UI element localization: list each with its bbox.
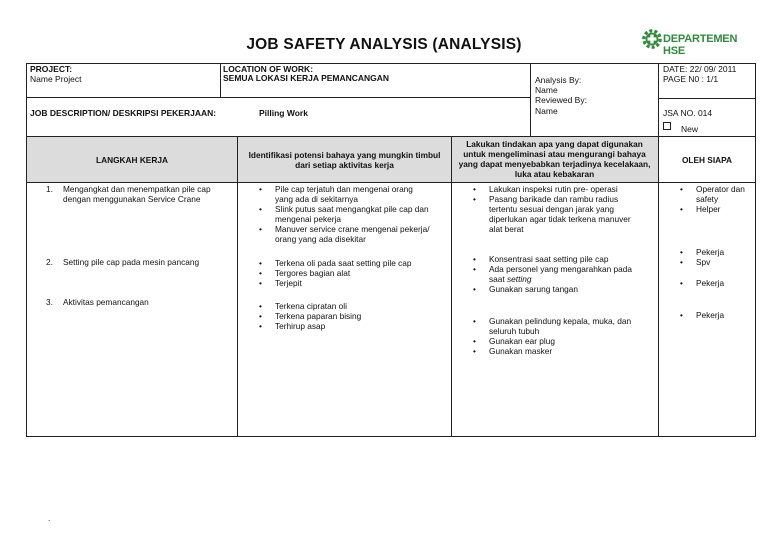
page-number: PAGE N0 : 1/1 [663,74,719,84]
new-label: New [681,124,699,134]
hazard-item: • Terhirup asap [259,321,326,331]
control-item: • Lakukan inspeksi rutin pre- operasi [473,184,618,194]
control-item: • Gunakan sarung tangan [473,284,579,294]
column-header-steps: LANGKAH KERJA [96,154,168,165]
reviewed-by-label: Reviewed By: [535,95,587,105]
hazard-item: • Tergores bagian alat [259,268,351,278]
reviewed-by-value: Name [535,106,558,116]
logo-text: DEPARTEMEN HSE [663,33,738,57]
job-description-label: JOB DESCRIPTION/ DESKRIPSI PEKERJAAN: [30,108,217,118]
control-item: • Pasang barikade dan rambu radius tertentu sesuai dengan jarak yang diperlukan agar tidak terkena manuver alat berat [473,194,631,234]
hazard-item: • Terkena paparan bising [259,311,362,321]
who-item: • Pekerja [680,247,725,257]
new-checkbox[interactable] [663,122,671,130]
who-item: • Helper [680,204,721,214]
department-logo [641,26,761,57]
step-item: 3. Aktivitas pemancangan [46,297,149,307]
who-item: • Pekerja [680,278,725,288]
hazard-item: • Terjepit [259,278,302,288]
job-description-value: Pilling Work [259,108,308,118]
who-item: • Spv [680,257,711,267]
who-item: • Operator dan safety [680,184,745,204]
steps-list [46,184,233,307]
hazard-item: • Terkena oli pada saat setting pile cap [259,258,412,268]
jsa-number: JSA NO. 014 [663,108,713,118]
step-item: 2. Setting pile cap pada mesin pancang [46,257,200,267]
footer-mark: . [48,514,51,523]
project-label: PROJECT: [30,64,73,74]
hazards-list [259,184,449,331]
location-label: LOCATION OF WORK: [223,64,314,74]
control-item: • Gunakan ear plug [473,336,555,346]
document-title: JOB SAFETY ANALYSIS (ANALYSIS) [246,36,522,53]
hazard-item: • Terkena cipratan oli [259,301,347,311]
control-item: • Konsentrasi saat setting pile cap [473,254,609,264]
who-item: • Pekerja [680,310,725,320]
analysis-by-value: Name [535,85,558,95]
date-field: DATE: 22/ 09/ 2011 [663,64,737,74]
column-header-hazards: Identifikasi potensi bahaya yang mungkin timbul dari setiap aktivitas kerja [248,149,441,170]
control-item: • Ada personel yang mengarahkan pada saat setting [473,264,632,284]
who-list [680,184,754,320]
analysis-by-label: Analysis By: [535,75,582,85]
hazard-item: • Manuver service crane mengenai pekerja/ orang yang ada disekitar [259,224,430,244]
controls-list [473,184,654,356]
step-item: 1. Mengangkat dan menempatkan pile cap dengan menggunakan Service Crane [46,184,211,204]
hazard-item: • Slink putus saat mengangkat pile cap dan mengenai pekerja [259,204,429,224]
column-header-controls: Lakukan tindakan apa yang dapat digunakan untuk mengeliminasi atau mengurangi bahaya yang dapat menyebabkan terjadinya kecelakaan, luka atau kebakaran [458,139,651,179]
project-value: Name Project [30,74,82,84]
location-value: SEMUA LOKASI KERJA PEMANCANGAN [223,73,390,83]
control-item: • Gunakan pelindung kepala, muka, dan seluruh tubuh [473,316,632,336]
gear-cross-icon [641,28,663,50]
hazard-item: • Pile cap terjatuh dan mengenai orang yang ada di sekitarnya [259,184,413,204]
control-item: • Gunakan masker [473,346,553,356]
column-header-who: OLEH SIAPA [681,154,733,165]
